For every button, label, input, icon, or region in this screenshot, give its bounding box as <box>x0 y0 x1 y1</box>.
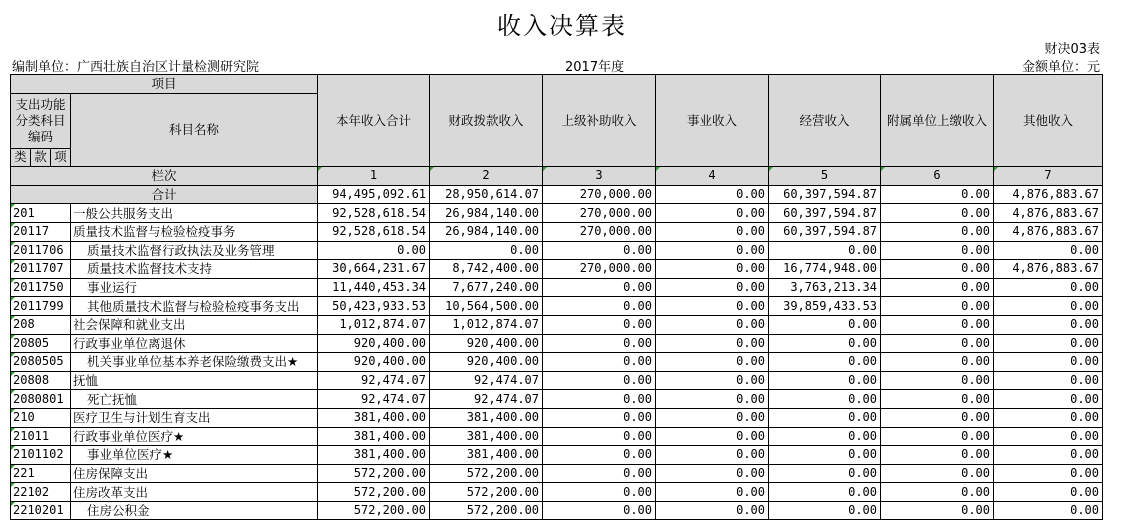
subject-name: 质量技术监督行政执法及业务管理 <box>71 241 318 260</box>
table-row <box>11 334 1103 353</box>
amount-cell: 572,200.00 <box>318 464 430 483</box>
amount-cell: 0.00 <box>881 297 994 316</box>
amount-cell: 0.00 <box>881 390 994 409</box>
amount-cell: 0.00 <box>994 297 1103 316</box>
header-col-4: 事业收入 <box>656 75 769 167</box>
subject-code: 2011750 <box>11 278 71 297</box>
amount-cell: 0.00 <box>543 408 656 427</box>
total-value: 60,397,594.87 <box>769 185 881 204</box>
amount-cell: 0.00 <box>769 464 881 483</box>
amount-cell: 0.00 <box>543 353 656 372</box>
amount-cell: 39,859,433.53 <box>769 297 881 316</box>
table-row <box>11 371 1103 390</box>
amount-cell: 0.00 <box>543 446 656 465</box>
amount-cell: 0.00 <box>543 278 656 297</box>
amount-cell: 0.00 <box>656 483 769 502</box>
subject-name: 住房保障支出 <box>71 464 318 483</box>
amount-cell: 0.00 <box>994 501 1103 520</box>
subject-code: 20808 <box>11 371 71 390</box>
total-value: 28,950,614.07 <box>430 185 543 204</box>
subject-name: 死亡抚恤 <box>71 390 318 409</box>
subject-name: 住房公积金 <box>71 501 318 520</box>
amount-cell: 50,423,933.53 <box>318 297 430 316</box>
page-title: 收入决算表 <box>497 12 627 40</box>
subject-code: 2011707 <box>11 260 71 279</box>
amount-cell: 92,474.07 <box>430 390 543 409</box>
amount-cell: 0.00 <box>543 390 656 409</box>
column-number: 7 <box>994 167 1103 186</box>
subject-code: 2080505 <box>11 353 71 372</box>
total-value: 94,495,092.61 <box>318 185 430 204</box>
amount-cell: 0.00 <box>994 241 1103 260</box>
total-value: 0.00 <box>881 185 994 204</box>
amount-cell: 0.00 <box>994 408 1103 427</box>
subject-name: 社会保障和就业支出 <box>71 315 318 334</box>
amount-cell: 920,400.00 <box>430 353 543 372</box>
header-col-2: 财政拨款收入 <box>430 75 543 167</box>
amount-cell: 0.00 <box>994 446 1103 465</box>
header-function-code: 支出功能分类科目编码 <box>11 93 71 148</box>
amount-cell: 381,400.00 <box>318 408 430 427</box>
amount-cell: 0.00 <box>543 427 656 446</box>
subject-name: 住房改革支出 <box>71 483 318 502</box>
amount-cell: 0.00 <box>881 408 994 427</box>
amount-cell: 92,474.07 <box>318 390 430 409</box>
amount-cell: 0.00 <box>994 371 1103 390</box>
amount-cell: 11,440,453.34 <box>318 278 430 297</box>
amount-cell: 572,200.00 <box>430 483 543 502</box>
header-item: 项目 <box>11 75 318 94</box>
header-lei: 类 <box>11 148 31 167</box>
form-code: 财决03表 <box>1044 42 1100 57</box>
amount-cell: 0.00 <box>656 446 769 465</box>
header-col-5: 经营收入 <box>769 75 881 167</box>
amount-cell: 92,528,618.54 <box>318 222 430 241</box>
header-sequence: 栏次 <box>11 167 318 186</box>
amount-cell: 0.00 <box>656 464 769 483</box>
amount-cell: 92,474.07 <box>430 371 543 390</box>
subject-code: 21011 <box>11 427 71 446</box>
subject-code: 2080801 <box>11 390 71 409</box>
amount-cell: 0.00 <box>994 390 1103 409</box>
amount-cell: 0.00 <box>881 334 994 353</box>
subject-name: 机关事业单位基本养老保险缴费支出★ <box>71 353 318 372</box>
amount-cell: 572,200.00 <box>430 464 543 483</box>
table-row <box>11 427 1103 446</box>
amount-cell: 0.00 <box>769 315 881 334</box>
table-row <box>11 278 1103 297</box>
header-col-3: 上级补助收入 <box>543 75 656 167</box>
column-number: 4 <box>656 167 769 186</box>
total-value: 270,000.00 <box>543 185 656 204</box>
amount-cell: 0.00 <box>881 260 994 279</box>
amount-cell: 381,400.00 <box>430 446 543 465</box>
amount-cell: 0.00 <box>543 483 656 502</box>
amount-cell: 0.00 <box>769 353 881 372</box>
column-number: 2 <box>430 167 543 186</box>
amount-cell: 0.00 <box>769 390 881 409</box>
amount-cell: 0.00 <box>656 390 769 409</box>
column-number: 6 <box>881 167 994 186</box>
amount-cell: 0.00 <box>543 334 656 353</box>
organization-label: 编制单位：广西壮族自治区计量检测研究院 <box>12 60 260 75</box>
subject-name: 事业单位医疗★ <box>71 446 318 465</box>
subject-code: 2011706 <box>11 241 71 260</box>
amount-cell: 0.00 <box>656 260 769 279</box>
amount-cell: 0.00 <box>881 241 994 260</box>
table-row <box>11 297 1103 316</box>
total-value: 0.00 <box>656 185 769 204</box>
total-label: 合计 <box>11 185 318 204</box>
amount-cell: 0.00 <box>994 427 1103 446</box>
amount-cell: 0.00 <box>769 408 881 427</box>
subject-name: 医疗卫生与计划生育支出 <box>71 408 318 427</box>
column-number: 1 <box>318 167 430 186</box>
amount-cell: 0.00 <box>656 204 769 223</box>
amount-cell: 0.00 <box>318 241 430 260</box>
subject-name: 其他质量技术监督与检验检疫事务支出 <box>71 297 318 316</box>
amount-cell: 0.00 <box>881 315 994 334</box>
subject-code: 20117 <box>11 222 71 241</box>
table-row <box>11 501 1103 520</box>
income-final-accounts-table <box>10 74 1103 520</box>
amount-cell: 920,400.00 <box>318 334 430 353</box>
subject-code: 208 <box>11 315 71 334</box>
amount-cell: 0.00 <box>769 483 881 502</box>
table-body <box>11 185 1103 520</box>
amount-cell: 0.00 <box>994 464 1103 483</box>
amount-cell: 0.00 <box>994 278 1103 297</box>
amount-cell: 0.00 <box>543 501 656 520</box>
amount-cell: 0.00 <box>994 334 1103 353</box>
header-kuan: 款 <box>31 148 51 167</box>
amount-cell: 4,876,883.67 <box>994 222 1103 241</box>
column-number: 3 <box>543 167 656 186</box>
amount-cell: 0.00 <box>543 297 656 316</box>
subject-name: 行政事业单位医疗★ <box>71 427 318 446</box>
amount-cell: 4,876,883.67 <box>994 204 1103 223</box>
amount-cell: 3,763,213.34 <box>769 278 881 297</box>
table-row <box>11 408 1103 427</box>
amount-cell: 26,984,140.00 <box>430 204 543 223</box>
amount-cell: 0.00 <box>881 204 994 223</box>
subject-code: 221 <box>11 464 71 483</box>
amount-cell: 0.00 <box>994 315 1103 334</box>
table-row <box>11 315 1103 334</box>
subject-code: 20805 <box>11 334 71 353</box>
subject-code: 2210201 <box>11 501 71 520</box>
amount-cell: 1,012,874.07 <box>430 315 543 334</box>
amount-cell: 16,774,948.00 <box>769 260 881 279</box>
amount-cell: 381,400.00 <box>318 427 430 446</box>
table-row <box>11 260 1103 279</box>
amount-cell: 92,528,618.54 <box>318 204 430 223</box>
amount-cell: 0.00 <box>656 408 769 427</box>
amount-cell: 0.00 <box>543 315 656 334</box>
amount-cell: 920,400.00 <box>430 334 543 353</box>
amount-cell: 0.00 <box>994 353 1103 372</box>
amount-cell: 8,742,400.00 <box>430 260 543 279</box>
subject-name: 事业运行 <box>71 278 318 297</box>
amount-cell: 0.00 <box>769 501 881 520</box>
amount-cell: 0.00 <box>769 334 881 353</box>
header-col-7: 其他收入 <box>994 75 1103 167</box>
header-subject-name: 科目名称 <box>71 93 318 167</box>
amount-cell: 0.00 <box>656 222 769 241</box>
amount-cell: 10,564,500.00 <box>430 297 543 316</box>
amount-cell: 0.00 <box>656 315 769 334</box>
amount-cell: 1,012,874.07 <box>318 315 430 334</box>
amount-cell: 0.00 <box>881 483 994 502</box>
amount-cell: 0.00 <box>656 427 769 446</box>
amount-cell: 572,200.00 <box>318 483 430 502</box>
subject-name: 抚恤 <box>71 371 318 390</box>
amount-cell: 0.00 <box>881 427 994 446</box>
table-row <box>11 222 1103 241</box>
subject-name: 质量技术监督与检验检疫事务 <box>71 222 318 241</box>
amount-cell: 572,200.00 <box>430 501 543 520</box>
total-row <box>11 185 1103 204</box>
total-value: 4,876,883.67 <box>994 185 1103 204</box>
amount-cell: 92,474.07 <box>318 371 430 390</box>
amount-cell: 4,876,883.67 <box>994 260 1103 279</box>
subject-name: 一般公共服务支出 <box>71 204 318 223</box>
amount-cell: 920,400.00 <box>318 353 430 372</box>
currency-unit: 金额单位：元 <box>1021 60 1100 75</box>
fiscal-year: 2017年度 <box>565 60 625 75</box>
amount-cell: 381,400.00 <box>430 408 543 427</box>
header-xiang: 项 <box>51 148 71 167</box>
amount-cell: 0.00 <box>656 501 769 520</box>
table-row <box>11 353 1103 372</box>
amount-cell: 0.00 <box>769 446 881 465</box>
subject-code: 210 <box>11 408 71 427</box>
subject-code: 2011799 <box>11 297 71 316</box>
amount-cell: 0.00 <box>994 483 1103 502</box>
table-row <box>11 464 1103 483</box>
header-col-1: 本年收入合计 <box>318 75 430 167</box>
subject-code: 201 <box>11 204 71 223</box>
amount-cell: 26,984,140.00 <box>430 222 543 241</box>
amount-cell: 0.00 <box>881 222 994 241</box>
subject-name: 质量技术监督技术支持 <box>71 260 318 279</box>
amount-cell: 0.00 <box>881 278 994 297</box>
amount-cell: 270,000.00 <box>543 204 656 223</box>
amount-cell: 0.00 <box>656 297 769 316</box>
amount-cell: 0.00 <box>543 371 656 390</box>
table-row <box>11 390 1103 409</box>
amount-cell: 270,000.00 <box>543 222 656 241</box>
subject-name: 行政事业单位离退休 <box>71 334 318 353</box>
amount-cell: 0.00 <box>656 353 769 372</box>
subject-code: 22102 <box>11 483 71 502</box>
amount-cell: 0.00 <box>881 353 994 372</box>
amount-cell: 0.00 <box>543 241 656 260</box>
table-row <box>11 204 1103 223</box>
table-row <box>11 483 1103 502</box>
amount-cell: 7,677,240.00 <box>430 278 543 297</box>
amount-cell: 0.00 <box>769 241 881 260</box>
amount-cell: 0.00 <box>881 464 994 483</box>
amount-cell: 0.00 <box>656 278 769 297</box>
amount-cell: 0.00 <box>543 464 656 483</box>
amount-cell: 270,000.00 <box>543 260 656 279</box>
amount-cell: 60,397,594.87 <box>769 204 881 223</box>
amount-cell: 572,200.00 <box>318 501 430 520</box>
table-row <box>11 241 1103 260</box>
amount-cell: 381,400.00 <box>430 427 543 446</box>
header-col-6: 附属单位上缴收入 <box>881 75 994 167</box>
amount-cell: 30,664,231.67 <box>318 260 430 279</box>
subject-code: 2101102 <box>11 446 71 465</box>
amount-cell: 0.00 <box>881 501 994 520</box>
amount-cell: 0.00 <box>881 446 994 465</box>
amount-cell: 0.00 <box>769 427 881 446</box>
amount-cell: 0.00 <box>656 371 769 390</box>
amount-cell: 0.00 <box>881 371 994 390</box>
amount-cell: 0.00 <box>656 334 769 353</box>
amount-cell: 0.00 <box>769 371 881 390</box>
amount-cell: 0.00 <box>656 241 769 260</box>
amount-cell: 60,397,594.87 <box>769 222 881 241</box>
amount-cell: 381,400.00 <box>318 446 430 465</box>
column-number: 5 <box>769 167 881 186</box>
table-row <box>11 446 1103 465</box>
amount-cell: 0.00 <box>430 241 543 260</box>
